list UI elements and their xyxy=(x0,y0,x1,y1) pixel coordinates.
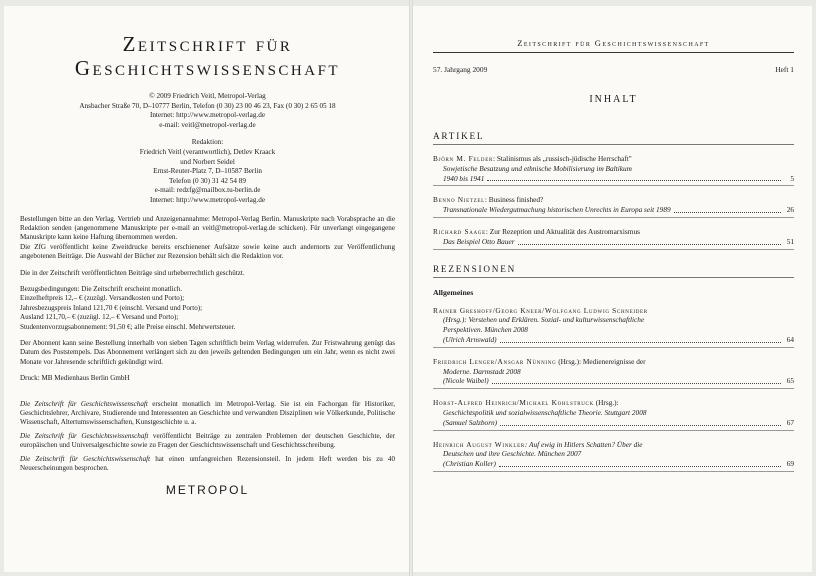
terms-line: Bezugsbedingungen: Die Zeitschrift erscheint monatlich. xyxy=(20,284,183,293)
order-notice: Bestellungen bitte an den Verlag. Vertrieb und Anzeigenannahme: Metropol-Verlag Berlin. Manuskripte nach Vorabsprache an die Redaktion senden (angenommene Manuskripte per e-mail an veitl@metropol-verlag.de schicken). Für unverlangt eingegangene Manuskripte kann keine Haftung übernommen werden. xyxy=(20,214,395,242)
imprint-line: Ansbacher Straße 70, D–10777 Berlin, Telefon (0 30) 23 00 46 23, Fax (0 30) 2 65 05 18 xyxy=(79,101,336,110)
description-text: erscheint monatlich im Metropol-Verlag. Sie ist ein Fachorgan für Historiker, Geschichtslehrer, Archivare, Studierende und Interessenten an Geschichte und verwandten Disziplinen wie Völkerkunde, Politische Wissenschaft, Altertumswissenschaften, Kunstgeschichte u. a. xyxy=(20,399,395,427)
contents-title: INHALT xyxy=(589,94,638,105)
entry-subtitle: Sowjetische Besatzung und ethnische Mobilisierung im Baltikum xyxy=(443,163,632,173)
entry-page: 65 xyxy=(786,376,794,386)
editorial-line: Ernst-Reuter-Platz 7, D–10587 Berlin xyxy=(153,167,262,176)
entry-reviewer: (Christian Koller) xyxy=(443,459,496,469)
contents-page xyxy=(413,6,812,572)
printer-line: Druck: MB Medienhaus Berlin GmbH xyxy=(20,374,130,383)
issue-info xyxy=(433,65,794,74)
toc-entry xyxy=(433,398,794,430)
entry-reviewer: (Ulrich Arnswald) xyxy=(443,334,497,344)
journal-name-italic: Die Zeitschrift für Geschichtswissenschaft xyxy=(20,399,148,408)
entry-author: Richard Saage xyxy=(433,226,486,236)
journal-description-2 xyxy=(20,432,395,451)
editorial-line: Redaktion: xyxy=(191,138,224,147)
imprint-line: Internet: http://www.metropol-verlag.de xyxy=(149,111,266,120)
editorial-line: Telefon (0 30) 31 42 54 89 xyxy=(169,176,246,185)
entry-subtitle: (Hrsg.): Verstehen und Erklären. Sozial- und kulturwissenschaftliche xyxy=(443,315,645,325)
imprint-page xyxy=(4,6,409,572)
editorial-line: und Norbert Seidel xyxy=(180,157,235,166)
toc-entry xyxy=(433,227,794,250)
journal-title xyxy=(20,32,395,80)
imprint-line: e-mail: veitl@metropol-verlag.de xyxy=(159,120,256,129)
entry-page: 64 xyxy=(786,334,794,344)
entry-subtitle: Moderne. Darmstadt 2008 xyxy=(443,366,521,376)
entry-subtitle: Das Beispiel Otto Bauer xyxy=(443,236,515,246)
issue-label: Heft 1 xyxy=(775,65,794,74)
entry-subtitle: Geschichtspolitik und sozialwissenschaftliche Theorie. Stuttgart 2008 xyxy=(443,407,647,417)
entry-page: 51 xyxy=(786,236,794,246)
running-head: Zeitschrift für Geschichtswissenschaft xyxy=(433,38,794,53)
publisher-logo: METROPOL xyxy=(165,483,250,498)
toc-entry xyxy=(433,154,794,186)
entry-subtitle: Transnationale Wiedergutmachung historischen Unrechts in Europa seit 1989 xyxy=(443,205,671,215)
entry-page: 69 xyxy=(786,459,794,469)
editorial-line: Internet: http://www.metropol-verlag.de xyxy=(149,195,266,204)
entry-title: : Auf ewig in Hitlers Schatten? Über die xyxy=(524,439,643,449)
journal-description-1 xyxy=(20,400,395,428)
entry-reviewer: (Nicole Waibel) xyxy=(443,376,489,386)
description-text: veröffentlicht Beiträge zu zentralen Problemen der deutschen Geschichte, der europäischen und Universalgeschichte sowie zu Fragen der Geschichtswissenschaft und Geschichtsschreibung. xyxy=(20,431,396,450)
terms-line: Studentenvorzugsabonnement: 91,50 €; alle Preise einschl. Mehrwertsteuer. xyxy=(20,322,236,331)
journal-title-line-1: Zeitschrift für xyxy=(122,32,293,56)
entry-author: Rainer Greshoff/Georg Kneer/Wolfgang Ludwig Schneider xyxy=(433,305,648,315)
toc-entry xyxy=(433,440,794,472)
cancellation-notice: Der Abonnent kann seine Bestellung innerhalb von sieben Tagen schriftlich beim Verlag widerrufen. Zur Fristwahrung genügt das Datum des Poststempels. Das Abonnement verlängert sich zu den jeweils geltenden Bedingungen um ein Jahr, wenn es nicht zwei Monate vor Jahresende schriftlich gekündigt wird. xyxy=(20,339,395,366)
toc-entry xyxy=(433,357,794,389)
entry-subtitle: 1940 bis 1941 xyxy=(443,173,485,183)
reprint-notice: Die ZfG veröffentlicht keine Zweitdrucke bereits erschienener Aufsätze sowie keine auch andernorts zur Veröffentlichung angebotenen Beiträge. Die Auswahl der Bücher zur Rezension behält sich die Redaktion vor. xyxy=(20,242,395,261)
volume-label: 57. Jahrgang 2009 xyxy=(433,65,488,74)
entry-author: Heinrich August Winkler xyxy=(433,439,525,449)
imprint-block xyxy=(20,92,395,130)
entry-title: : Business finished? xyxy=(484,195,544,205)
journal-title-line-2: Geschichtswissenschaft xyxy=(74,56,341,80)
entry-title: (Hrsg.): xyxy=(593,398,619,408)
editorial-block xyxy=(20,138,395,205)
entry-reviewer: (Samuel Salzborn) xyxy=(443,417,498,427)
entry-subtitle: Perspektiven. München 2008 xyxy=(443,325,528,335)
terms-line: Jahresbezugspreis Inland 121,70 € (einschl. Versand und Porto); xyxy=(20,303,203,312)
articles-heading: ARTIKEL xyxy=(433,131,794,145)
entry-title: : Stalinismus als „russisch-jüdische Herrschaft" xyxy=(493,154,632,163)
terms-line: Einzelheftpreis 12,– € (zuzügl. Versandkosten und Porto); xyxy=(20,294,185,303)
entry-subtitle: Deutschen und ihre Geschichte. München 2007 xyxy=(443,449,582,459)
toc-entry xyxy=(433,195,794,218)
imprint-line: © 2009 Friedrich Veitl, Metropol-Verlag xyxy=(149,92,266,100)
entry-page: 67 xyxy=(786,417,794,427)
entry-page: 26 xyxy=(786,205,794,215)
reviews-subheading: Allgemeines xyxy=(433,287,474,297)
copyright-notice: Die in der Zeitschrift veröffentlichten Beiträge sind urheberrechtlich geschützt. xyxy=(20,268,245,277)
editorial-line: Friedrich Veitl (verantwortlich), Detlev Kraack xyxy=(139,147,276,156)
entry-author: Horst-Alfred Heinrich/Michael Kohlstruck xyxy=(433,398,594,408)
entry-title: : Zur Rezeption und Aktualität des Austromarxismus xyxy=(485,226,640,236)
terms-line: Ausland 121,70,– € (zuzügl. 12,– € Versand und Porto); xyxy=(20,313,179,322)
editorial-line: e-mail: redzfg@mailbox.tu-berlin.de xyxy=(154,186,261,195)
entry-author: Benno Nietzel xyxy=(433,195,485,205)
journal-description-3 xyxy=(20,455,395,474)
journal-name-italic: Die Zeitschrift für Geschichtswissenschaft xyxy=(20,454,151,463)
entry-title: (Hrsg.): Medienereignisse der xyxy=(556,356,646,366)
reviews-heading: REZENSIONEN xyxy=(433,264,794,278)
entry-author: Björn M. Felder xyxy=(433,154,493,163)
entry-page: 5 xyxy=(790,173,794,183)
toc-entry xyxy=(433,306,794,348)
entry-author: Friedrich Lenger/Ansgar Nünning xyxy=(433,356,557,366)
subscription-terms xyxy=(20,285,395,332)
description-text: hat einen umfangreichen Rezensionsteil. In jedem Heft werden bis zu 40 Neuerscheinungen besprochen. xyxy=(20,454,396,473)
journal-name-italic: Die Zeitschrift für Geschichtswissenschaft xyxy=(20,431,149,440)
